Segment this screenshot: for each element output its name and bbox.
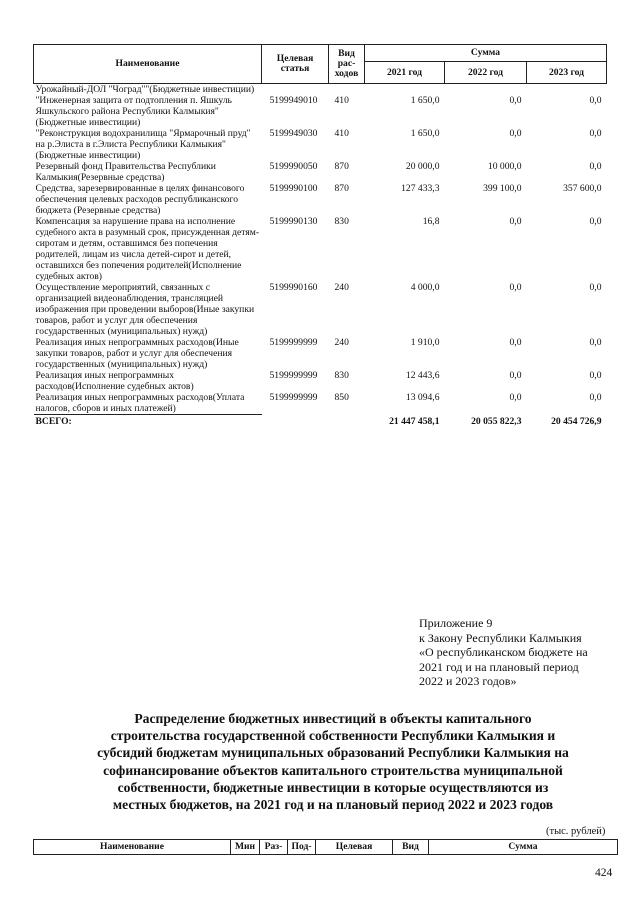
row-name: "Реконструкция водохранилища "Ярмарочный пруд" на р.Элиста в г.Элиста Республики Калмыкия"(Бюджетные инвестиции) — [35, 128, 251, 161]
header-subsection: Под- — [288, 840, 316, 855]
annex-line: 2022 и 2023 годов» — [419, 674, 517, 689]
row-type: 830 — [334, 216, 349, 227]
row-type: 850 — [334, 392, 349, 403]
budget-table — [33, 44, 607, 427]
table-row — [34, 84, 607, 96]
row-name: Реализация иных непрограммных расходов(Исполнение судебных актов) — [35, 370, 194, 392]
row-2022: 0,0 — [509, 392, 522, 403]
row-2021: 4 000,0 — [410, 282, 440, 293]
annex-line: к Закону Республики Калмыкия — [419, 630, 582, 645]
row-type: 240 — [334, 337, 349, 348]
total-row — [34, 415, 607, 428]
annex-line: Приложение 9 — [419, 616, 493, 630]
row-2022: 399 100,0 — [483, 183, 522, 194]
row-code: 5199990100 — [269, 183, 318, 194]
row-name: "Инженерная защита от подтопления п. Яшкуль Яшкульского района Республики Калмыкия"(Бюджетные инвестиции) — [35, 95, 232, 128]
title-line: субсидий бюджетам муниципальных образований Республики Калмыкия на — [97, 745, 569, 761]
table-row — [34, 183, 607, 216]
row-2021: 20 000,0 — [405, 161, 440, 172]
row-2021: 13 094,6 — [405, 392, 440, 403]
table-row — [34, 128, 607, 161]
total-label: ВСЕГО: — [34, 415, 262, 428]
row-2023: 0,0 — [589, 337, 602, 348]
row-type: 410 — [334, 128, 349, 139]
row-2023: 0,0 — [589, 128, 602, 139]
row-2022: 0,0 — [509, 128, 522, 139]
row-type: 870 — [334, 183, 349, 194]
header-name: Наименование — [34, 840, 231, 855]
row-2021: 12 443,6 — [405, 370, 440, 381]
row-2021 — [365, 84, 445, 96]
table-row — [34, 370, 607, 392]
table-row — [34, 95, 607, 128]
row-2021: 127 433,3 — [401, 183, 440, 194]
row-name: Средства, зарезервированные в целях финансового обеспечения целевых расходов республиканского бюджета (Резервные средства) — [35, 183, 245, 216]
row-type — [329, 84, 365, 96]
row-2022: 10 000,0 — [487, 161, 522, 172]
header-expense-type: Вид рас-ходов — [329, 45, 365, 84]
row-2023: 0,0 — [589, 282, 602, 293]
header-name: Наименование — [34, 45, 262, 84]
table-row — [34, 216, 607, 282]
row-2023 — [527, 84, 607, 96]
total-2022: 20 055 822,3 — [471, 415, 522, 427]
row-2023: 0,0 — [589, 216, 602, 227]
header-year-2023: 2023 год — [527, 62, 607, 84]
row-name: Резервный фонд Правительства Республики Калмыкия(Резервные средства) — [35, 161, 216, 183]
row-type: 410 — [334, 95, 349, 106]
header-target-article: Целевая статья — [262, 45, 329, 84]
row-2021: 16,8 — [422, 216, 440, 227]
header-sum: Сумма — [365, 45, 607, 62]
title-line: собственности, бюджетные инвестиции в которые осуществляются из — [117, 779, 549, 795]
table-row — [34, 337, 607, 370]
annex-line: «О республиканском бюджете на — [419, 645, 588, 660]
row-code: 5199949010 — [269, 95, 318, 106]
row-2022: 0,0 — [509, 216, 522, 227]
row-2023: 0,0 — [589, 95, 602, 106]
row-2022: 0,0 — [509, 370, 522, 381]
title-line: местных бюджетов, на 2021 год и на плановый период 2022 и 2023 годов — [112, 797, 554, 813]
row-2023: 0,0 — [589, 370, 602, 381]
row-2023: 0,0 — [589, 161, 602, 172]
row-code: 5199990130 — [269, 216, 318, 227]
row-2022: 0,0 — [509, 282, 522, 293]
row-type: 870 — [334, 161, 349, 172]
row-2021: 1 650,0 — [410, 128, 440, 139]
table-row — [34, 282, 607, 337]
total-2021: 21 447 458,1 — [389, 415, 440, 427]
title-line: Распределение бюджетных инвестиций в объекты капитального — [134, 711, 532, 726]
header-year-2022: 2022 год — [445, 62, 527, 84]
row-2023: 0,0 — [589, 392, 602, 403]
investments-table-header — [33, 839, 618, 855]
row-2023: 357 600,0 — [563, 183, 602, 194]
row-name: Реализация иных непрограммных расходов(Уплата налогов, сборов и иных платежей) — [35, 392, 245, 414]
row-code: 5199999999 — [269, 370, 318, 381]
annex-header — [419, 616, 619, 689]
page-number: 424 — [595, 867, 613, 879]
row-code: 5199990050 — [269, 161, 318, 172]
row-name: Осуществление мероприятий, связанных с организацией видеонаблюдения, трансляцией изображения при проведении выборов(Иные закупки товаров, работ и услуг для обеспечения государственных (муниципальных) нужд) — [35, 282, 255, 337]
row-type: 830 — [334, 370, 349, 381]
header-sum: Сумма — [429, 840, 618, 855]
header-year-2021: 2021 год — [365, 62, 445, 84]
row-2022 — [445, 84, 527, 96]
row-2021: 1 910,0 — [410, 337, 440, 348]
row-name: Реализация иных непрограммных расходов(Иные закупки товаров, работ и услуг для обеспечения государственных (муниципальных) нужд) — [35, 337, 239, 370]
header-section: Раз- — [260, 840, 288, 855]
title-line: софинансирование объектов капитального строительства муниципальной — [103, 762, 563, 778]
row-name: Компенсация за нарушение права на исполнение судебного акта в разумный срок, присужденная детям-сиротам и детям, оставшимся без попечения родителей, лицам из числа детей-сирот и детей, оставшихся без попечения родителей(Исполнение судебных актов) — [35, 216, 260, 282]
row-code — [262, 84, 329, 96]
annex-line: 2021 год и на плановый период — [419, 659, 579, 674]
row-code: 5199999999 — [269, 337, 318, 348]
row-2021: 1 650,0 — [410, 95, 440, 106]
header-target-article: Целевая — [316, 840, 393, 855]
row-type: 240 — [334, 282, 349, 293]
row-name: Урожайный-ДОЛ "Чоград""(Бюджетные инвестиции) — [35, 84, 255, 95]
row-code: 5199949030 — [269, 128, 318, 139]
document-title — [48, 710, 618, 813]
row-code: 5199990160 — [269, 282, 318, 293]
total-2023: 20 454 726,9 — [551, 415, 602, 427]
row-code: 5199999999 — [269, 392, 318, 403]
row-2022: 0,0 — [509, 337, 522, 348]
header-expense-type: Вид — [393, 840, 429, 855]
units-label: (тыс. рублей) — [546, 826, 606, 837]
table-row — [34, 392, 607, 415]
row-2022: 0,0 — [509, 95, 522, 106]
table-row — [34, 161, 607, 183]
header-ministry: Мин — [231, 840, 260, 855]
title-line: строительства государственной собственности Республики Калмыкия и — [110, 728, 556, 744]
